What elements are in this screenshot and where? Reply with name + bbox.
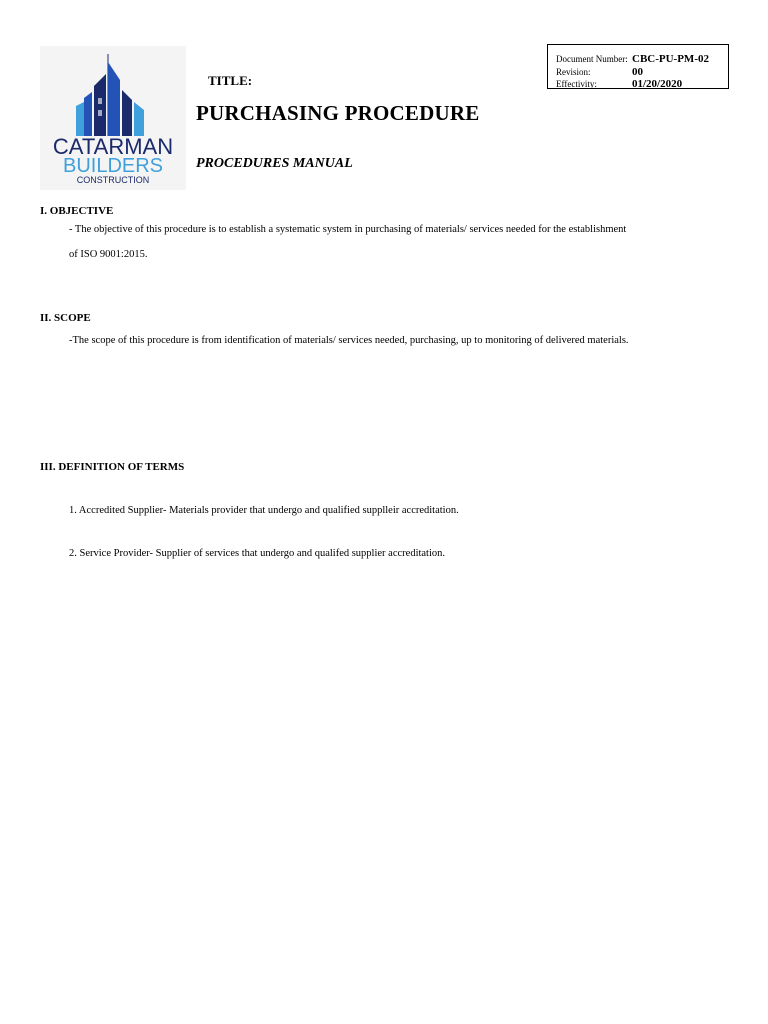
- effectivity-value: 01/20/2020: [632, 78, 683, 90]
- effectivity-label: Effectivity:: [556, 79, 597, 89]
- scope-heading: II. SCOPE: [40, 312, 91, 324]
- objective-text-line2: of ISO 9001:2015.: [69, 249, 148, 260]
- logo-text-construction: CONSTRUCTION: [76, 175, 150, 185]
- objective-heading: I. OBJECTIVE: [40, 205, 114, 217]
- company-logo: [40, 46, 186, 190]
- scope-text: -The scope of this procedure is from identification of materials/ services needed, purchasing, up to monitoring of delivered materials.: [69, 335, 629, 346]
- document-subtitle: PROCEDURES MANUAL: [196, 156, 353, 171]
- doc-number-value: CBC-PU-PM-02: [632, 53, 709, 65]
- document-info-box: [547, 44, 729, 89]
- logo-text-catarman: CATARMAN: [52, 134, 174, 159]
- title-label: TITLE:: [208, 73, 253, 88]
- document-title: PURCHASING PROCEDURE: [196, 101, 480, 125]
- revision-label: Revision:: [556, 67, 591, 77]
- doc-number-label: Document Number:: [556, 54, 628, 64]
- definitions-heading: III. DEFINITION OF TERMS: [40, 461, 185, 473]
- buildings-logo-icon: [40, 46, 186, 190]
- definition-item: 1. Accredited Supplier- Materials provider that undergo and qualified supplleir accreditation.: [69, 505, 459, 516]
- revision-value: 00: [632, 66, 643, 78]
- objective-text-line1: - The objective of this procedure is to establish a systematic system in purchasing of materials/ services needed for the establishment: [69, 224, 627, 235]
- effectivity-row: [556, 74, 682, 92]
- definition-item: 2. Service Provider- Supplier of services that undergo and qualifed supplier accreditation.: [69, 548, 446, 559]
- logo-text-builders: BUILDERS: [62, 155, 164, 177]
